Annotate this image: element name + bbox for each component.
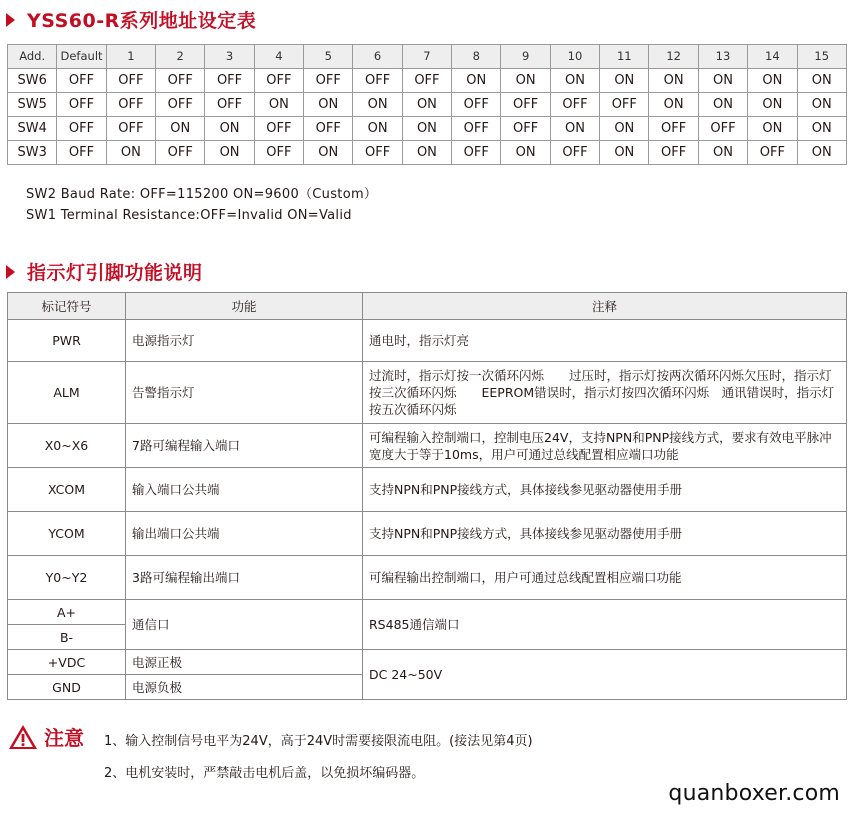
- switch-state-cell: ON: [748, 117, 797, 141]
- table-header-row: [8, 45, 847, 69]
- switch-state-cell: OFF: [748, 141, 797, 165]
- switch-state-cell: OFF: [254, 141, 303, 165]
- note-cell: 通电时，指示灯亮: [363, 320, 847, 362]
- table-row: [8, 117, 847, 141]
- switch-state-cell: ON: [304, 141, 353, 165]
- switch-state-cell: OFF: [698, 117, 747, 141]
- switch-state-cell: ON: [205, 141, 254, 165]
- switch-label: SW4: [8, 117, 57, 141]
- section-title-address: [6, 6, 256, 33]
- switch-state-cell: ON: [698, 93, 747, 117]
- function-cell: 7路可编程输入端口: [126, 424, 363, 468]
- switch-state-cell: ON: [205, 117, 254, 141]
- symbol-cell: PWR: [8, 320, 126, 362]
- switch-state-cell: ON: [550, 117, 599, 141]
- switch-state-cell: OFF: [106, 69, 155, 93]
- switch-state-cell: ON: [402, 117, 451, 141]
- function-cell: 电源正极: [126, 650, 363, 675]
- warning-item: 1、输入控制信号电平为24V，高于24V时需要接限流电阻。(接法见第4页): [104, 734, 533, 749]
- switch-state-cell: OFF: [57, 93, 106, 117]
- switch-state-cell: ON: [649, 93, 698, 117]
- table-row: [8, 512, 847, 556]
- header-cell: 4: [254, 45, 303, 69]
- header-cell: 2: [156, 45, 205, 69]
- switch-state-cell: OFF: [353, 141, 402, 165]
- section-title-led: [6, 258, 203, 285]
- header-cell: 3: [205, 45, 254, 69]
- switch-state-cell: ON: [649, 69, 698, 93]
- switch-state-cell: OFF: [57, 117, 106, 141]
- switch-state-cell: OFF: [205, 69, 254, 93]
- note-cell: 可编程输入控制端口，控制电压24V，支持NPN和PNP接线方式，要求有效电平脉冲宽度大于等于10ms，用户可通过总线配置相应端口功能: [363, 424, 847, 468]
- symbol-cell: GND: [8, 675, 126, 700]
- switch-state-cell: OFF: [353, 69, 402, 93]
- symbol-cell: ALM: [8, 362, 126, 424]
- led-table-title: 指示灯引脚功能说明: [27, 262, 203, 284]
- triangle-bullet-icon: [6, 265, 15, 279]
- switch-state-cell: ON: [797, 117, 847, 141]
- switch-state-cell: ON: [254, 93, 303, 117]
- function-cell: 电源指示灯: [126, 320, 363, 362]
- switch-state-cell: OFF: [106, 93, 155, 117]
- function-cell: 电源负极: [126, 675, 363, 700]
- switch-state-cell: ON: [353, 117, 402, 141]
- table-row: [8, 69, 847, 93]
- function-cell: 告警指示灯: [126, 362, 363, 424]
- switch-state-cell: ON: [797, 69, 847, 93]
- indicator-pin-table: [7, 292, 847, 700]
- header-note: 注释: [363, 293, 847, 320]
- symbol-cell: A+: [8, 600, 126, 625]
- note-cell: 支持NPN和PNP接线方式，具体接线参见驱动器使用手册: [363, 468, 847, 512]
- switch-label: SW5: [8, 93, 57, 117]
- table-row: [8, 93, 847, 117]
- function-cell: 3路可编程输出端口: [126, 556, 363, 600]
- header-symbol: 标记符号: [8, 293, 126, 320]
- function-cell: 输入端口公共端: [126, 468, 363, 512]
- header-cell: Default: [57, 45, 106, 69]
- note-cell: RS485通信端口: [363, 600, 847, 650]
- header-cell: 11: [600, 45, 649, 69]
- switch-state-cell: ON: [353, 93, 402, 117]
- switch-state-cell: OFF: [304, 117, 353, 141]
- table-row: [8, 650, 847, 675]
- header-cell: 14: [748, 45, 797, 69]
- switch-state-cell: ON: [797, 141, 847, 165]
- header-function: 功能: [126, 293, 363, 320]
- switch-state-cell: ON: [550, 69, 599, 93]
- address-table-title: YSS60-R系列地址设定表: [27, 10, 257, 32]
- table-header-row: [8, 293, 847, 320]
- sw1-note: SW1 Terminal Resistance:OFF=Invalid ON=Valid: [26, 208, 352, 223]
- switch-label: SW6: [8, 69, 57, 93]
- switch-state-cell: ON: [402, 93, 451, 117]
- function-cell: 输出端口公共端: [126, 512, 363, 556]
- header-cell: 10: [550, 45, 599, 69]
- table-row: [8, 141, 847, 165]
- note-cell: 过流时，指示灯按一次循环闪烁 过压时，指示灯按两次循环闪烁欠压时，指示灯按三次循环闪烁 EEPROM错误时，指示灯按四次循环闪烁 通讯错误时，指示灯按五次循环闪烁: [363, 362, 847, 424]
- symbol-cell: Y0~Y2: [8, 556, 126, 600]
- switch-state-cell: OFF: [156, 93, 205, 117]
- switch-state-cell: OFF: [254, 117, 303, 141]
- switch-state-cell: ON: [748, 69, 797, 93]
- function-cell: 通信口: [126, 600, 363, 650]
- switch-state-cell: OFF: [452, 93, 501, 117]
- table-row: [8, 362, 847, 424]
- switch-state-cell: OFF: [649, 117, 698, 141]
- table-row: [8, 556, 847, 600]
- watermark-text: quanboxer.com: [668, 781, 840, 806]
- switch-state-cell: OFF: [156, 69, 205, 93]
- switch-state-cell: OFF: [205, 93, 254, 117]
- switch-state-cell: OFF: [254, 69, 303, 93]
- header-cell: 9: [501, 45, 550, 69]
- switch-state-cell: ON: [600, 141, 649, 165]
- sw2-note: SW2 Baud Rate: OFF=115200 ON=9600（Custom）: [26, 187, 378, 202]
- warning-label: 注意: [44, 726, 84, 750]
- header-cell: 1: [106, 45, 155, 69]
- note-cell: 支持NPN和PNP接线方式，具体接线参见驱动器使用手册: [363, 512, 847, 556]
- switch-state-cell: OFF: [550, 93, 599, 117]
- switch-state-cell: OFF: [156, 141, 205, 165]
- switch-state-cell: ON: [698, 141, 747, 165]
- symbol-cell: XCOM: [8, 468, 126, 512]
- switch-state-cell: ON: [304, 93, 353, 117]
- switch-state-cell: ON: [501, 69, 550, 93]
- symbol-cell: B-: [8, 625, 126, 650]
- switch-state-cell: OFF: [106, 117, 155, 141]
- symbol-cell: X0~X6: [8, 424, 126, 468]
- switch-state-cell: ON: [452, 69, 501, 93]
- switch-state-cell: OFF: [57, 141, 106, 165]
- switch-state-cell: ON: [501, 141, 550, 165]
- symbol-cell: YCOM: [8, 512, 126, 556]
- switch-state-cell: OFF: [452, 141, 501, 165]
- switch-state-cell: OFF: [501, 117, 550, 141]
- switch-state-cell: OFF: [550, 141, 599, 165]
- switch-state-cell: ON: [600, 117, 649, 141]
- header-cell: 13: [698, 45, 747, 69]
- switch-state-cell: OFF: [501, 93, 550, 117]
- header-cell: 7: [402, 45, 451, 69]
- address-settings-table: [7, 44, 847, 165]
- switch-state-cell: ON: [402, 141, 451, 165]
- switch-label: SW3: [8, 141, 57, 165]
- symbol-cell: +VDC: [8, 650, 126, 675]
- header-address: Add.: [8, 45, 57, 69]
- header-cell: 15: [797, 45, 847, 69]
- note-cell: 可编程输出控制端口，用户可通过总线配置相应端口功能: [363, 556, 847, 600]
- table-row: [8, 600, 847, 625]
- switch-state-cell: OFF: [600, 93, 649, 117]
- switch-state-cell: ON: [748, 93, 797, 117]
- warning-block: [8, 722, 84, 751]
- triangle-bullet-icon: [6, 13, 15, 27]
- switch-state-cell: OFF: [452, 117, 501, 141]
- warning-item: 2、电机安装时，严禁敲击电机后盖，以免损坏编码器。: [104, 766, 425, 781]
- switch-state-cell: ON: [600, 69, 649, 93]
- table-row: [8, 424, 847, 468]
- switch-state-cell: OFF: [402, 69, 451, 93]
- header-cell: 6: [353, 45, 402, 69]
- header-cell: 5: [304, 45, 353, 69]
- switch-state-cell: ON: [156, 117, 205, 141]
- switch-state-cell: OFF: [304, 69, 353, 93]
- switch-state-cell: ON: [797, 93, 847, 117]
- header-cell: 8: [452, 45, 501, 69]
- table-row: [8, 320, 847, 362]
- note-cell: DC 24~50V: [363, 650, 847, 700]
- switch-state-cell: OFF: [649, 141, 698, 165]
- header-cell: 12: [649, 45, 698, 69]
- warning-triangle-icon: [8, 724, 38, 750]
- table-row: [8, 468, 847, 512]
- switch-state-cell: ON: [106, 141, 155, 165]
- switch-state-cell: ON: [698, 69, 747, 93]
- switch-state-cell: OFF: [57, 69, 106, 93]
